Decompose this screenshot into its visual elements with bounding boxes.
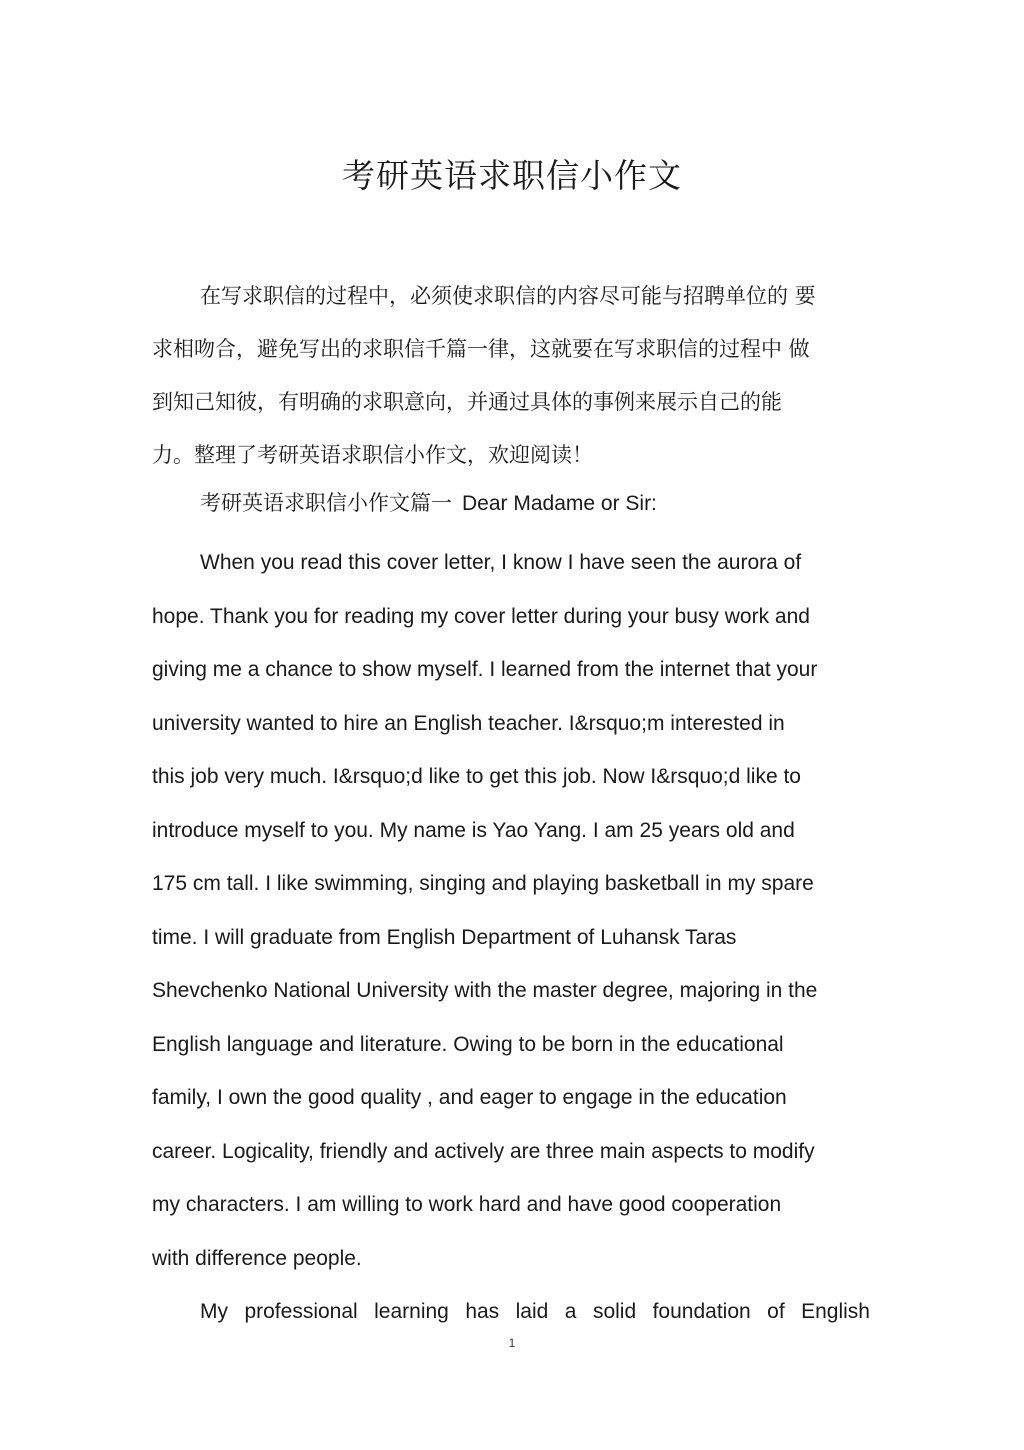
body-line: Shevchenko National University with the master degree, majoring in the: [152, 979, 818, 1002]
body-line: introduce myself to you. My name is Yao Yang. I am 25 years old and: [152, 818, 795, 842]
section-heading-cn: 考研英语求职信小作文篇一: [200, 491, 452, 515]
word: My: [200, 1300, 228, 1323]
body-line: this job very much. I&rsquo;d like to get this job. Now I&rsquo;d like to: [152, 765, 801, 788]
body-line: my characters. I am willing to work hard and have good cooperation: [152, 1193, 782, 1216]
word: English: [801, 1300, 870, 1323]
intro-line: 在写求职信的过程中，必须使求职信的内容尽可能与招聘单位的 要: [200, 284, 816, 308]
body-line: career. Logicality, friendly and actively are three main aspects to modify: [152, 1139, 815, 1163]
body-line: 175 cm tall. I like swimming, singing and playing basketball in my spare: [152, 872, 814, 895]
last-line: [200, 1285, 870, 1339]
salutation: Dear Madame or Sir:: [462, 492, 657, 515]
page-number: 1: [508, 1336, 516, 1350]
document-title: 考研英语求职信小作文: [342, 156, 682, 195]
word: foundation: [652, 1300, 751, 1323]
word: laid: [515, 1300, 549, 1323]
body-line: hope. Thank you for reading my cover letter during your busy work and: [152, 604, 810, 628]
body-line: family, I own the good quality , and eager to engage in the education: [152, 1086, 787, 1109]
section-heading: [200, 477, 657, 530]
word: learning: [374, 1300, 449, 1323]
word: professional: [244, 1300, 358, 1323]
intro-line: 求相吻合，避免写出的求职信千篇一律，这就要在写求职信的过程中 做: [152, 337, 810, 361]
body-line: When you read this cover letter, I know I have seen the aurora of: [200, 551, 802, 574]
letter-body: [152, 536, 872, 1339]
word: has: [465, 1300, 500, 1323]
body-line: university wanted to hire an English teacher. I&rsquo;m interested in: [152, 711, 785, 735]
body-line: English language and literature. Owing to be born in the educational: [152, 1032, 784, 1056]
intro-line: 到知己知彼，有明确的求职意向，并通过具体的事例来展示自己的能: [152, 390, 782, 414]
last-line-wrapper: [152, 1285, 872, 1339]
word: of: [767, 1300, 785, 1323]
intro-paragraph: [152, 270, 872, 482]
word: a: [564, 1300, 577, 1323]
word: solid: [592, 1300, 637, 1323]
body-line: time. I will graduate from English Department of Luhansk Taras: [152, 925, 737, 949]
body-line: giving me a chance to show myself. I learned from the internet that your: [152, 658, 818, 681]
body-line: with difference people.: [152, 1246, 362, 1270]
intro-line: 力。整理了考研英语求职信小作文，欢迎阅读！: [152, 443, 593, 467]
